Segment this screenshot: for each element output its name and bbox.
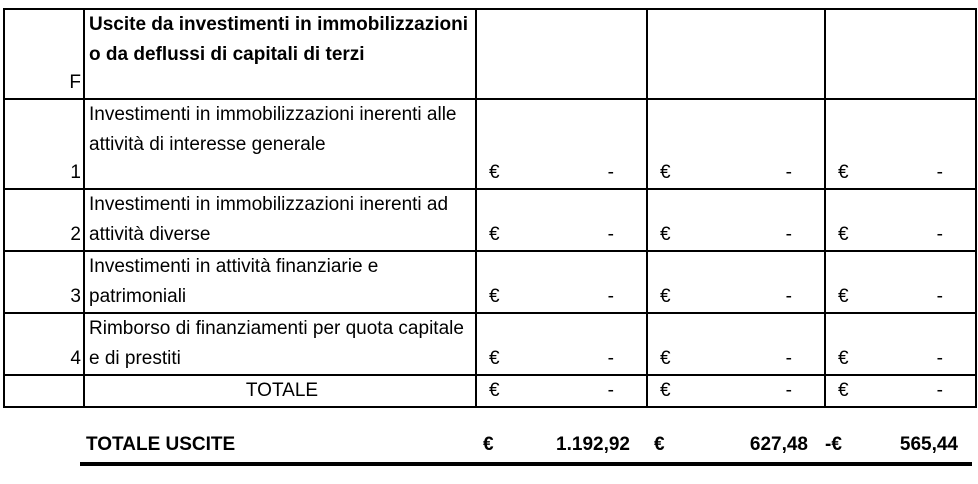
totale-label[interactable]: TOTALE bbox=[84, 375, 476, 407]
totale-uscite-value[interactable]: 565,44 bbox=[899, 434, 958, 455]
expenses-table bbox=[3, 8, 977, 408]
section-title-cell[interactable] bbox=[84, 9, 476, 99]
table-row bbox=[4, 189, 976, 251]
row-description: Rimborso di finanziamenti per quota capitale e di prestiti bbox=[89, 318, 464, 369]
table-row bbox=[4, 99, 976, 189]
row-description-cell[interactable] bbox=[84, 313, 476, 375]
currency-symbol: € bbox=[838, 380, 849, 401]
value-cell[interactable] bbox=[647, 251, 825, 313]
row-description: Investimenti in immobilizzazioni inerenti alle attività di interesse generale bbox=[89, 104, 457, 155]
currency-symbol: € bbox=[838, 224, 849, 245]
value-cell[interactable] bbox=[647, 375, 825, 407]
value-cell[interactable] bbox=[647, 313, 825, 375]
currency-symbol: € bbox=[838, 162, 849, 183]
currency-symbol: € bbox=[838, 348, 849, 369]
currency-symbol: € bbox=[489, 224, 500, 245]
section-letter[interactable]: F bbox=[4, 9, 84, 99]
totale-uscite-value[interactable]: 1.192,92 bbox=[556, 434, 630, 455]
value-cell[interactable] bbox=[476, 251, 647, 313]
value-cell[interactable] bbox=[476, 99, 647, 189]
totale-uscite-row bbox=[80, 432, 972, 466]
currency-symbol: € bbox=[489, 348, 500, 369]
value-cell[interactable] bbox=[476, 313, 647, 375]
value-amount: - bbox=[607, 286, 614, 307]
value-amount: - bbox=[785, 162, 792, 183]
value-cell[interactable] bbox=[825, 99, 976, 189]
row-description: Investimenti in attività finanziarie e patrimoniali bbox=[89, 256, 379, 307]
value-cell[interactable] bbox=[476, 9, 647, 99]
section-title: Uscite da investimenti in immobilizzazioni o da deflussi di capitali di terzi bbox=[89, 14, 469, 65]
value-cell[interactable] bbox=[476, 375, 647, 407]
totale-uscite-label[interactable]: TOTALE USCITE bbox=[86, 434, 236, 455]
currency-symbol: € bbox=[660, 348, 671, 369]
currency-symbol: € bbox=[489, 380, 500, 401]
table-row bbox=[4, 251, 976, 313]
value-cell[interactable] bbox=[825, 189, 976, 251]
empty-cell[interactable] bbox=[4, 375, 84, 407]
table-row bbox=[4, 313, 976, 375]
row-description-cell[interactable] bbox=[84, 99, 476, 189]
value-cell[interactable] bbox=[476, 189, 647, 251]
value-amount: - bbox=[936, 162, 943, 183]
currency-symbol: € bbox=[654, 434, 665, 455]
value-cell[interactable] bbox=[825, 313, 976, 375]
currency-symbol: € bbox=[660, 224, 671, 245]
value-cell[interactable] bbox=[647, 189, 825, 251]
value-amount: - bbox=[607, 162, 614, 183]
value-amount: - bbox=[936, 348, 943, 369]
currency-symbol: -€ bbox=[825, 434, 842, 455]
value-amount: - bbox=[936, 380, 943, 401]
value-amount: - bbox=[607, 348, 614, 369]
value-amount: - bbox=[936, 224, 943, 245]
row-number[interactable]: 4 bbox=[4, 313, 84, 375]
section-header-row bbox=[4, 9, 976, 99]
row-number[interactable]: 3 bbox=[4, 251, 84, 313]
value-cell[interactable] bbox=[825, 9, 976, 99]
value-cell[interactable] bbox=[647, 9, 825, 99]
currency-symbol: € bbox=[489, 286, 500, 307]
value-cell[interactable] bbox=[825, 251, 976, 313]
value-amount: - bbox=[785, 348, 792, 369]
row-number[interactable]: 2 bbox=[4, 189, 84, 251]
currency-symbol: € bbox=[660, 380, 671, 401]
value-amount: - bbox=[785, 224, 792, 245]
totale-row bbox=[4, 375, 976, 407]
value-amount: - bbox=[936, 286, 943, 307]
value-amount: - bbox=[785, 380, 792, 401]
row-description-cell[interactable] bbox=[84, 251, 476, 313]
value-amount: - bbox=[607, 224, 614, 245]
value-cell[interactable] bbox=[647, 99, 825, 189]
currency-symbol: € bbox=[838, 286, 849, 307]
value-cell[interactable] bbox=[825, 375, 976, 407]
row-number[interactable]: 1 bbox=[4, 99, 84, 189]
value-amount: - bbox=[785, 286, 792, 307]
totale-uscite-value[interactable]: 627,48 bbox=[749, 434, 808, 455]
row-description: Investimenti in immobilizzazioni inerenti ad attività diverse bbox=[89, 194, 449, 245]
currency-symbol: € bbox=[483, 434, 494, 455]
value-amount: - bbox=[607, 380, 614, 401]
row-description-cell[interactable] bbox=[84, 189, 476, 251]
currency-symbol: € bbox=[489, 162, 500, 183]
currency-symbol: € bbox=[660, 286, 671, 307]
currency-symbol: € bbox=[660, 162, 671, 183]
